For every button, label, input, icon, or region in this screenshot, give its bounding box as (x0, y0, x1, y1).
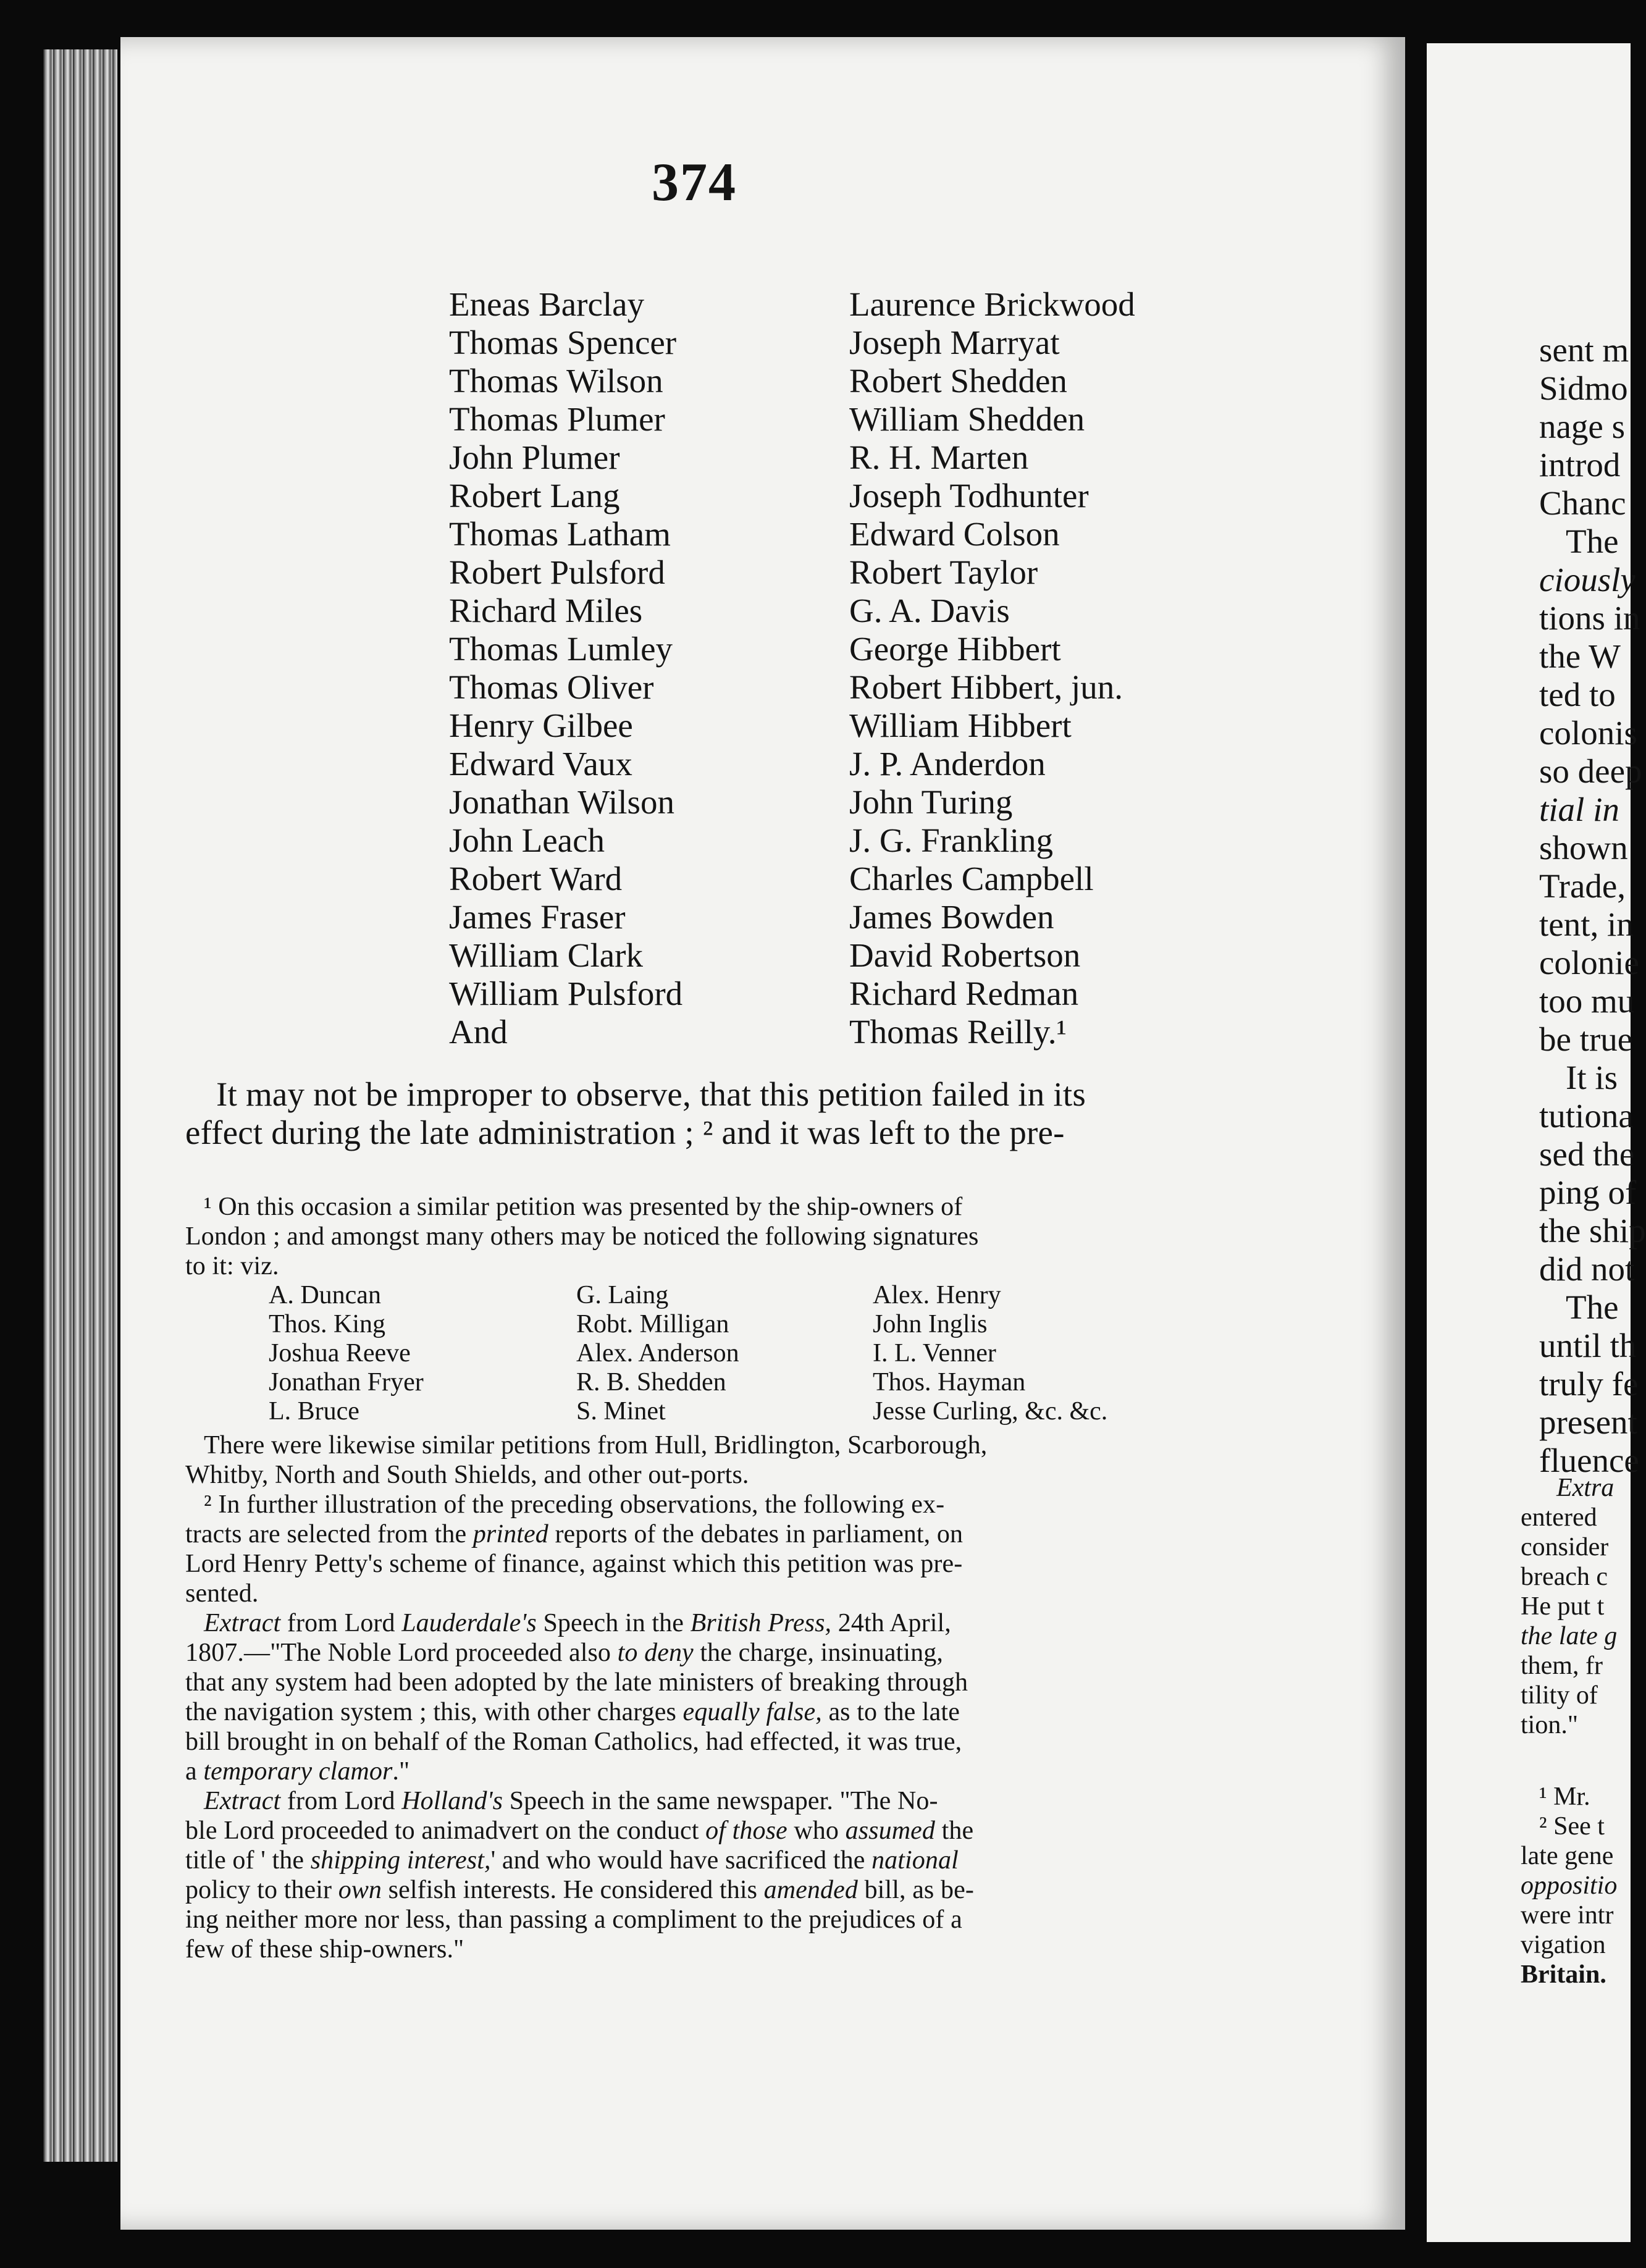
signature-name: Robert Taylor (849, 553, 1038, 591)
signature-name: Robert Pulsford (449, 553, 665, 591)
signature-name: Edward Colson (849, 515, 1060, 553)
footnote-signature: I. L. Venner (873, 1339, 996, 1367)
footnote-1-line-3: to it: viz. (185, 1252, 279, 1280)
right-page-footnote-line: consider (1521, 1533, 1609, 1561)
footnote-2-line-2: tracts are selected from the printed reports of the debates in parliament, on (185, 1520, 964, 1548)
signature-name: George Hibbert (849, 630, 1061, 668)
signature-name: Robert Lang (449, 477, 620, 514)
right-page-line: fluence (1539, 1442, 1639, 1479)
right-page-line: ted to (1539, 676, 1616, 713)
right-page-footnote-line: He put t (1521, 1592, 1605, 1621)
signature-name: Thomas Wilson (449, 362, 663, 400)
footnote-signature: S. Minet (576, 1397, 666, 1426)
signature-name: Robert Shedden (849, 362, 1067, 400)
right-page-line: so deep (1539, 752, 1642, 790)
signature-name: William Shedden (849, 400, 1085, 438)
footnote-signature: Alex. Henry (873, 1281, 1001, 1309)
signature-name: William Hibbert (849, 707, 1072, 744)
right-page-line: The (1566, 523, 1619, 560)
footnote-signature: Alex. Anderson (576, 1339, 739, 1367)
page-number: 374 (652, 153, 737, 212)
signature-name: Thomas Lumley (449, 630, 673, 668)
right-page-line: the ship (1539, 1212, 1646, 1250)
right-page-footnote-line: the late g (1521, 1622, 1618, 1650)
right-page-footnote-line: breach c (1521, 1563, 1608, 1591)
right-page-line: tions in (1539, 599, 1640, 637)
signature-name: Joseph Todhunter (849, 477, 1089, 514)
footnote-signature: Thos. King (269, 1310, 385, 1338)
right-page-line: the W (1539, 637, 1621, 675)
signature-column-left (449, 285, 682, 1051)
footnote-signature: G. Laing (576, 1281, 669, 1309)
signature-name: Thomas Reilly.¹ (849, 1013, 1067, 1051)
right-page-line: Trade, (1539, 867, 1626, 905)
signature-name: And (449, 1013, 508, 1051)
signature-name: Jonathan Wilson (449, 783, 674, 821)
footnote-signature: Robt. Milligan (576, 1310, 729, 1338)
signature-name: David Robertson (849, 936, 1081, 974)
right-page-line: be true (1539, 1020, 1633, 1058)
footnote-signature: A. Duncan (269, 1281, 381, 1309)
right-page-line: Sidmo (1539, 369, 1628, 407)
signature-name: Edward Vaux (449, 745, 632, 783)
right-page-footnote-line: tion." (1521, 1711, 1578, 1739)
signature-name: Charles Campbell (849, 860, 1094, 897)
footnote-1-line-4: There were likewise similar petitions from Hull, Bridlington, Scarborough, (204, 1431, 988, 1460)
footnote-names-column-1 (269, 1281, 424, 1426)
extract-2-line-6: few of these ship-owners." (185, 1935, 464, 1964)
right-page-line: colonie (1539, 944, 1639, 981)
right-page-note-line: vigation (1521, 1931, 1606, 1959)
extract-2-line-1: Extract from Lord Holland's Speech in the same newspaper. "The No- (204, 1787, 938, 1815)
footnote-names-column-3 (873, 1281, 1107, 1426)
right-page-line: tial in (1539, 791, 1619, 828)
right-page-line: sed the (1539, 1135, 1635, 1173)
right-page-note-line: oppositio (1521, 1871, 1618, 1900)
right-page-line: did not (1539, 1250, 1635, 1288)
signature-name: Thomas Oliver (449, 668, 654, 706)
footnote-signature: L. Bruce (269, 1397, 359, 1426)
signature-name: Robert Ward (449, 860, 623, 897)
signature-name: James Fraser (449, 898, 626, 936)
right-page-line: present (1539, 1403, 1637, 1441)
right-page-line: The (1566, 1288, 1619, 1326)
right-page-note-line: ¹ Mr. (1539, 1783, 1590, 1811)
extract-1-line-5: bill brought in on behalf of the Roman Catholics, had effected, it was true, (185, 1728, 962, 1756)
footnote-1-line-1: ¹ On this occasion a similar petition was presented by the ship-owners of (204, 1193, 963, 1221)
extract-1-line-3: that any system had been adopted by the late ministers of breaking through (185, 1668, 968, 1697)
right-page-footnote-line: them, fr (1521, 1652, 1603, 1680)
footnote-signature: Jesse Curling, &c. &c. (873, 1397, 1108, 1426)
right-page-note-line: were intr (1521, 1901, 1614, 1930)
page-edges (43, 49, 117, 2162)
body-line-1: It may not be improper to observe, that this petition failed in its (216, 1075, 1086, 1113)
signature-name: John Turing (849, 783, 1013, 821)
signature-name: Thomas Latham (449, 515, 671, 553)
extract-2-line-3: title of ' the shipping interest,' and who would have sacrificed the national (185, 1846, 959, 1875)
right-page-line: until th (1539, 1327, 1637, 1364)
signature-name: William Pulsford (449, 975, 683, 1012)
signature-name: G. A. Davis (849, 592, 1010, 629)
footnote-1-line-2: London ; and amongst many others may be noticed the following signatures (185, 1222, 979, 1251)
signature-name: John Plumer (449, 439, 620, 476)
right-page-line: tent, in (1539, 905, 1634, 943)
signature-name: Richard Redman (849, 975, 1079, 1012)
right-page-line: too mu (1539, 982, 1635, 1020)
right-page-line: introd (1539, 446, 1621, 484)
signature-name: John Leach (449, 821, 605, 859)
right-page-line: tutiona (1539, 1097, 1634, 1135)
extract-1-line-2: 1807.—"The Noble Lord proceeded also to deny the charge, insinuating, (185, 1639, 943, 1667)
signature-name: Robert Hibbert, jun. (849, 668, 1123, 706)
right-page-note-line: Britain. (1521, 1960, 1606, 1989)
right-page-note-line: ² See t (1539, 1812, 1605, 1841)
footnote-names-column-2 (576, 1281, 739, 1426)
footnote-1-line-5: Whitby, North and South Shields, and other out-ports. (185, 1461, 749, 1489)
footnote-signature: R. B. Shedden (576, 1368, 726, 1396)
signature-name: J. G. Frankling (849, 821, 1053, 859)
signature-name: Richard Miles (449, 592, 643, 629)
right-page-line: sent m (1539, 331, 1629, 369)
footnote-signature: Thos. Hayman (873, 1368, 1026, 1396)
right-page-line: colonis (1539, 714, 1637, 752)
footnote-2-line-3: Lord Henry Petty's scheme of finance, against which this petition was pre- (185, 1550, 963, 1578)
extract-1-line-4: the navigation system ; this, with other charges equally false, as to the late (185, 1698, 960, 1726)
signature-name: Joseph Marryat (849, 324, 1060, 361)
right-page-line: nage s (1539, 408, 1625, 445)
right-page-line: Chanc (1539, 484, 1626, 522)
right-page-line: truly fe (1539, 1365, 1639, 1403)
signature-name: R. H. Marten (849, 439, 1029, 476)
signature-name: J. P. Anderdon (849, 745, 1046, 783)
right-page-line: shown (1539, 829, 1628, 867)
right-page-footnote-line: entered (1521, 1503, 1597, 1532)
signature-name: Laurence Brickwood (849, 285, 1135, 323)
signature-name: Henry Gilbee (449, 707, 633, 744)
right-page-footnote-line: tility of (1521, 1681, 1598, 1710)
signature-name: James Bowden (849, 898, 1054, 936)
extract-1-line-6: a temporary clamor." (185, 1757, 410, 1786)
body-line-2: effect during the late administration ; ² and it was left to the pre- (185, 1114, 1065, 1151)
signature-name: Thomas Spencer (449, 324, 677, 361)
footnote-signature: John Inglis (873, 1310, 988, 1338)
signature-name: Thomas Plumer (449, 400, 665, 438)
right-page-line: ciously (1539, 561, 1636, 598)
extract-2-line-4: policy to their own selfish interests. He considered this amended bill, as be- (185, 1876, 974, 1904)
signature-name: Eneas Barclay (449, 285, 645, 323)
footnote-signature: Joshua Reeve (269, 1339, 411, 1367)
signature-column-right (849, 285, 1135, 1051)
signature-name: William Clark (449, 936, 643, 974)
extract-2-line-2: ble Lord proceeded to animadvert on the conduct of those who assumed the (185, 1816, 974, 1845)
right-page-line: ping of (1539, 1174, 1637, 1211)
extract-1-line-1: Extract from Lord Lauderdale's Speech in the British Press, 24th April, (204, 1609, 951, 1637)
extract-2-line-5: ing neither more nor less, than passing a compliment to the prejudices of a (185, 1905, 962, 1934)
footnote-2-line-4: sented. (185, 1579, 259, 1608)
footnote-2-line-1: ² In further illustration of the preceding observations, the following ex- (204, 1490, 945, 1519)
right-page-footnote-line: Extra (1556, 1474, 1615, 1502)
right-page-line: It is (1566, 1059, 1618, 1096)
right-page-note-line: late gene (1521, 1842, 1614, 1870)
footnote-signature: Jonathan Fryer (269, 1368, 424, 1396)
